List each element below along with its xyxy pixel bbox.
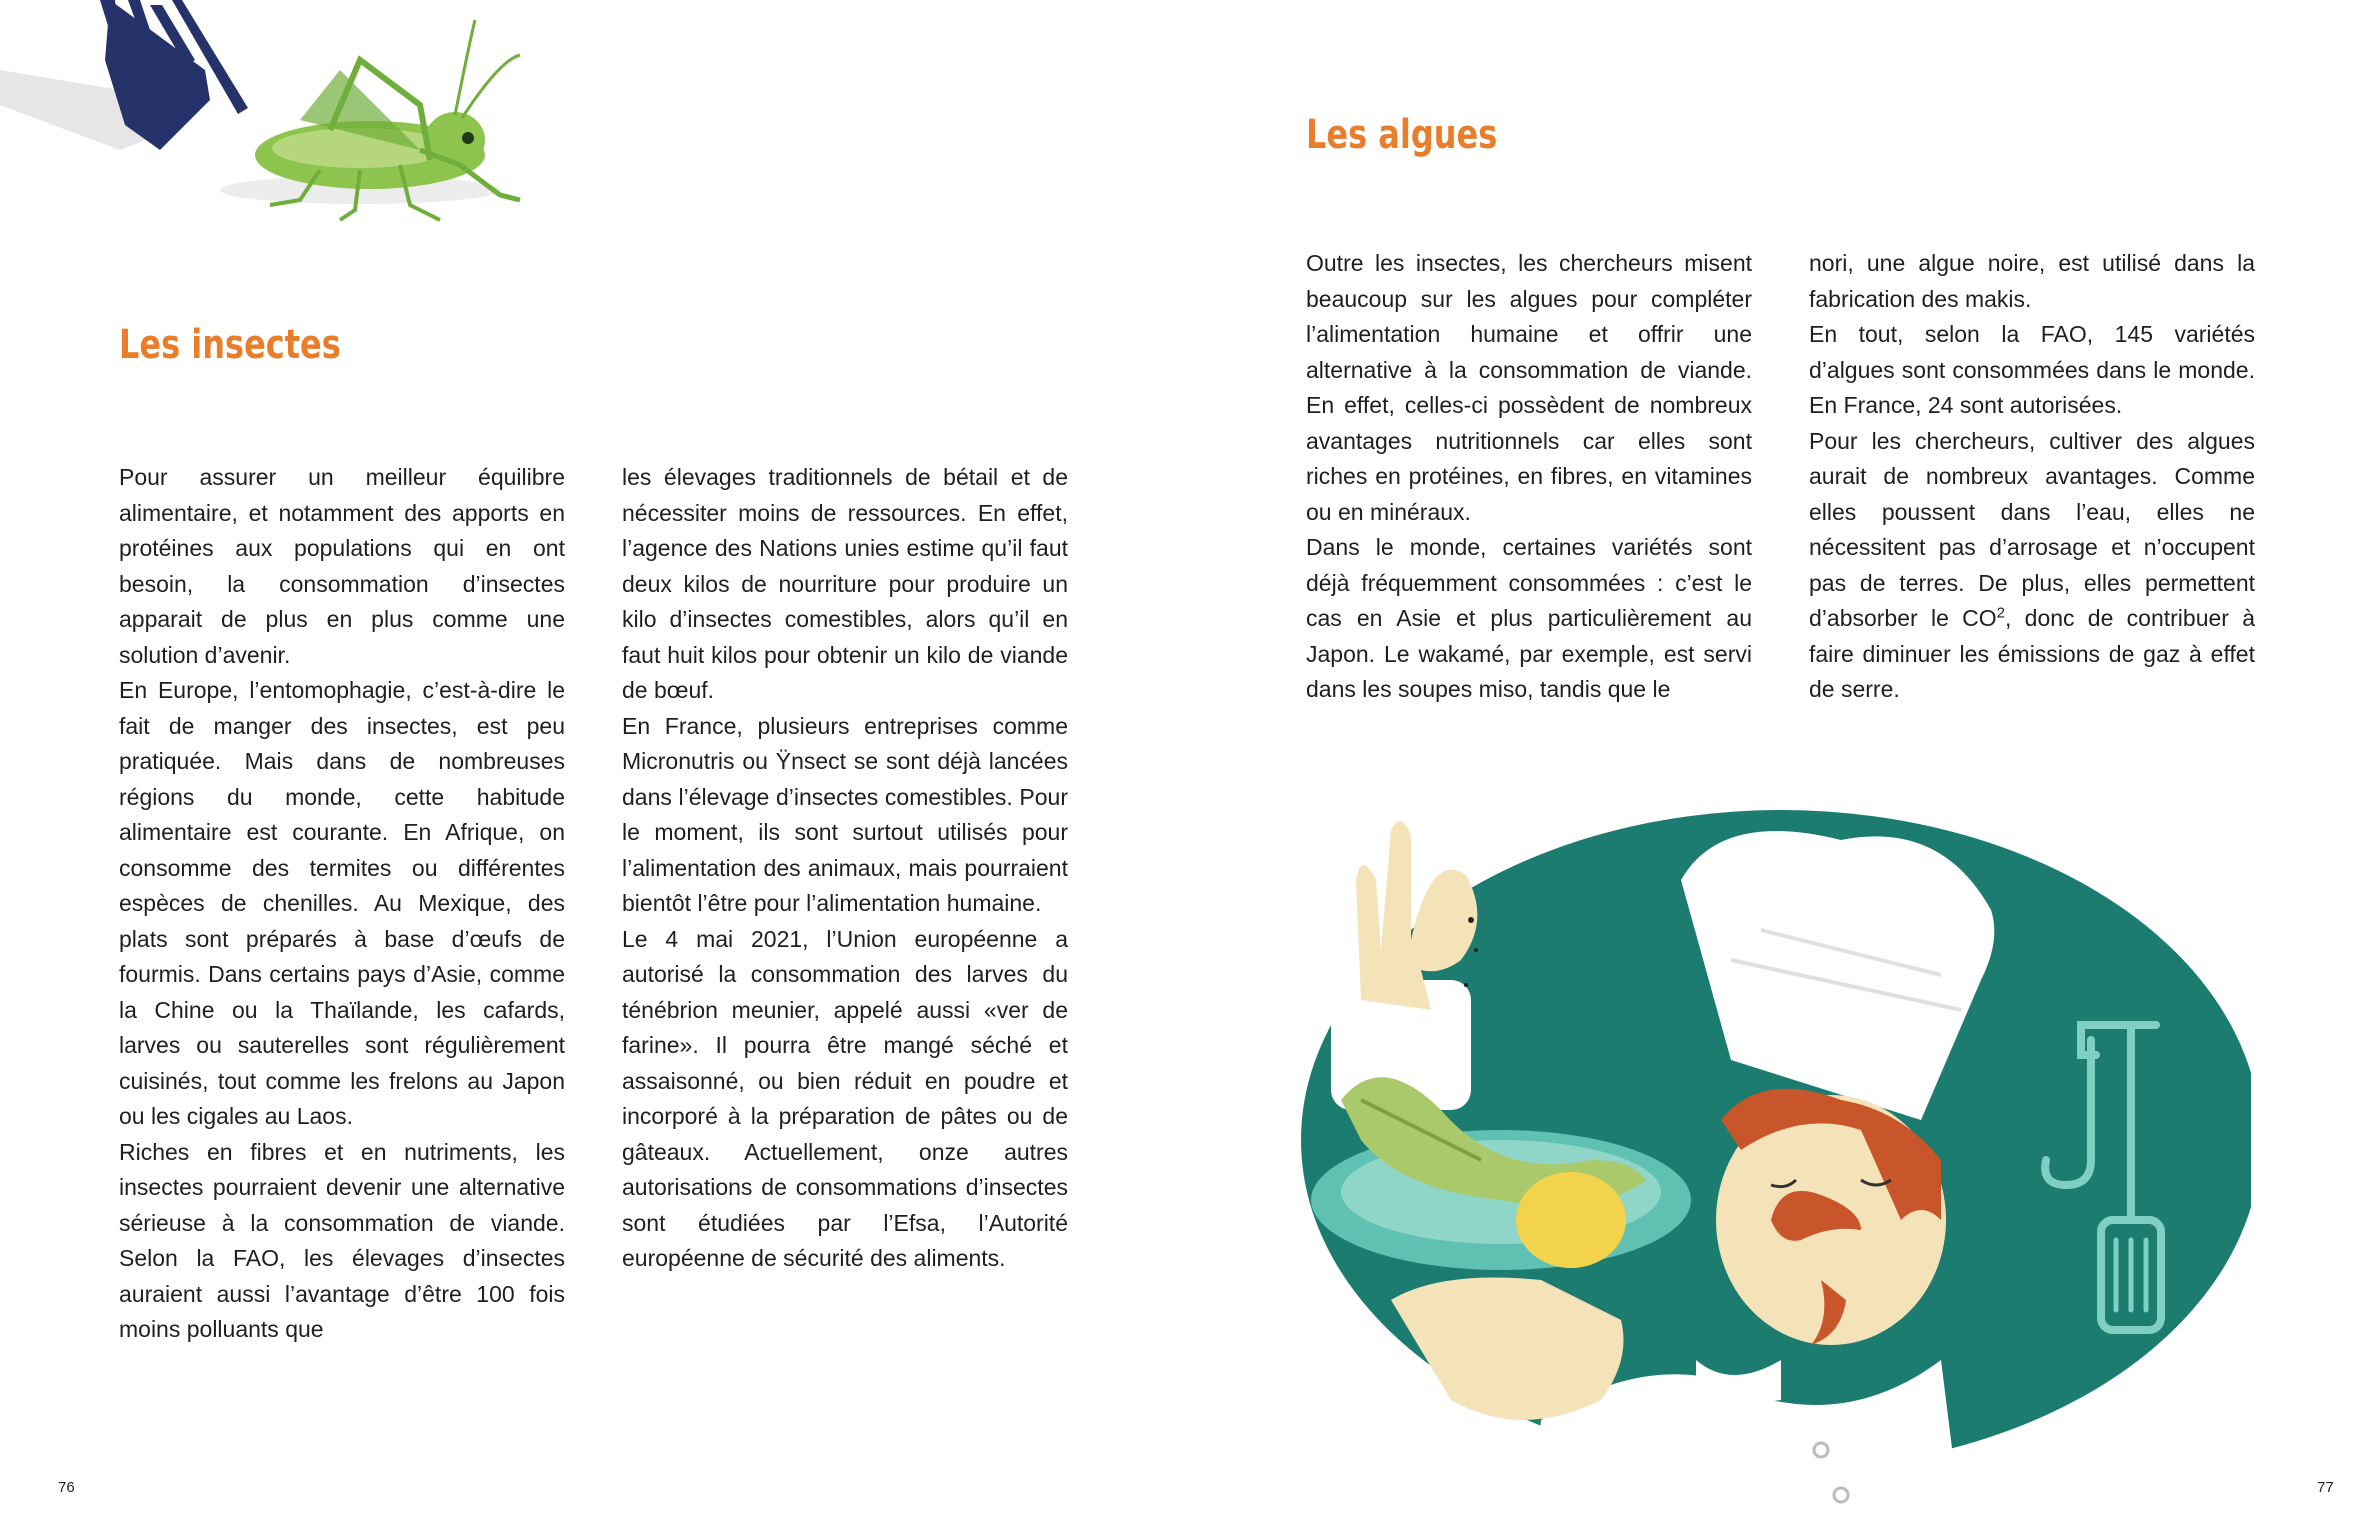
- superscript: 2: [1996, 604, 2005, 622]
- paragraph: En France, plusieurs entreprises comme Micronutris ou Ÿnsect se sont déjà lancées dans l’élevage d’insectes comestibles. Pour le moment, ils sont surtout utilisés pour l’alimentation des animaux, mais pourraient bientôt l’être pour l’alimentation humaine.: [622, 712, 1068, 916]
- paragraph: les élevages traditionnels de bétail et de nécessiter moins de ressources. En effet, l’agence des Nations unies estime qu’il faut deux kilos de nourriture pour produire un kilo d’insectes comestibles, alors qu’il en faut huit kilos pour obtenir un kilo de viande de bœuf.: [622, 464, 1068, 703]
- heading-insectes: Les insectes: [119, 322, 341, 368]
- lemon-icon: [1516, 1172, 1626, 1268]
- paragraph: Dans le monde, certaines variétés sont déjà fréquemment consommées : c’est le cas en Asie et plus particulièrement au Japon. Le wakamé, par exemple, est servi dans les soupes miso, tandis que le: [1306, 534, 1752, 702]
- paragraph: Outre les insectes, les chercheurs misent beaucoup sur les algues pour compléter l’alimentation humaine et offrir une alternative à la consommation de viande. En effet, celles-ci possèdent de nombreux avantages nutritionnels car elles sont riches en protéines, en fibres, en vitamines ou en minéraux.: [1306, 250, 1752, 525]
- right-column-2: [1809, 246, 2255, 708]
- paragraph: Riches en fibres et en nutriments, les insectes pourraient devenir une alternative sérieuse à la consommation de viande. Selon la FAO, les élevages d’insectes auraient aussi l’avantage d’être 100 fois moins polluants que: [119, 1138, 565, 1342]
- text-segment: Pour les chercheurs, cultiver des algues aurait de nombreux avantages. Comme elles poussent dans l’eau, elles ne nécessitent pas d’arrosage et n’occupent pas de terres. De plus, elles permettent d’absorber le CO: [1809, 427, 2255, 631]
- text-segment: , donc de contribuer à faire diminuer les émissions de gaz à effet de serre.: [1809, 605, 2256, 702]
- heading-algues: Les algues: [1306, 112, 1498, 158]
- left-column-1: [119, 460, 565, 1348]
- paragraph: Pour assurer un meilleur équilibre alimentaire, et notamment des apports en protéines aux populations qui en ont besoin, la consommation d’insectes apparait de plus en plus comme une solution d’avenir.: [119, 464, 565, 668]
- paragraph: nori, une algue noire, est utilisé dans la fabrication des makis.: [1809, 250, 2255, 312]
- page-number: 76: [58, 1479, 75, 1496]
- right-column-1: [1306, 246, 1752, 708]
- paragraph: En tout, selon la FAO, 145 variétés d’algues sont consommées dans le monde. En France, 24 sont autorisées.: [1809, 321, 2255, 418]
- page-number: 77: [2317, 1479, 2334, 1496]
- fork-grasshopper-illustration: [0, 0, 560, 240]
- paragraph: [1809, 424, 2255, 708]
- paragraph: En Europe, l’entomophagie, c’est-à-dire le fait de manger des insectes, est peu pratiquée. Mais dans de nombreuses régions du monde, cette habitude alimentaire est courante. En Afrique, on consomme des termites ou différentes espèces de chenilles. Au Mexique, des plats sont préparés à base d’œufs de fourmis. Dans certains pays d’Asie, comme la Chine ou la Thaïlande, les cafards, larves ou sauterelles sont régulièrement cuisinés, tout comme les frelons au Japon ou les cigales au Laos.: [119, 677, 565, 1129]
- right-page: [1181, 0, 2362, 1535]
- left-column-2: [622, 460, 1068, 1277]
- chef-illustration: [1301, 800, 2251, 1520]
- paragraph: Le 4 mai 2021, l’Union européenne a autorisé la consommation des larves du ténébrion meunier, appelé aussi «ver de farine». Il pourra être mangé séché et assaisonné, ou bien réduit en poudre et incorporé à la préparation de pâtes ou de gâteaux. Actuellement, onze autres autorisations de consommations d’insectes sont étudiées par l’Efsa, l’Autorité européenne de sécurité des aliments.: [622, 925, 1068, 1271]
